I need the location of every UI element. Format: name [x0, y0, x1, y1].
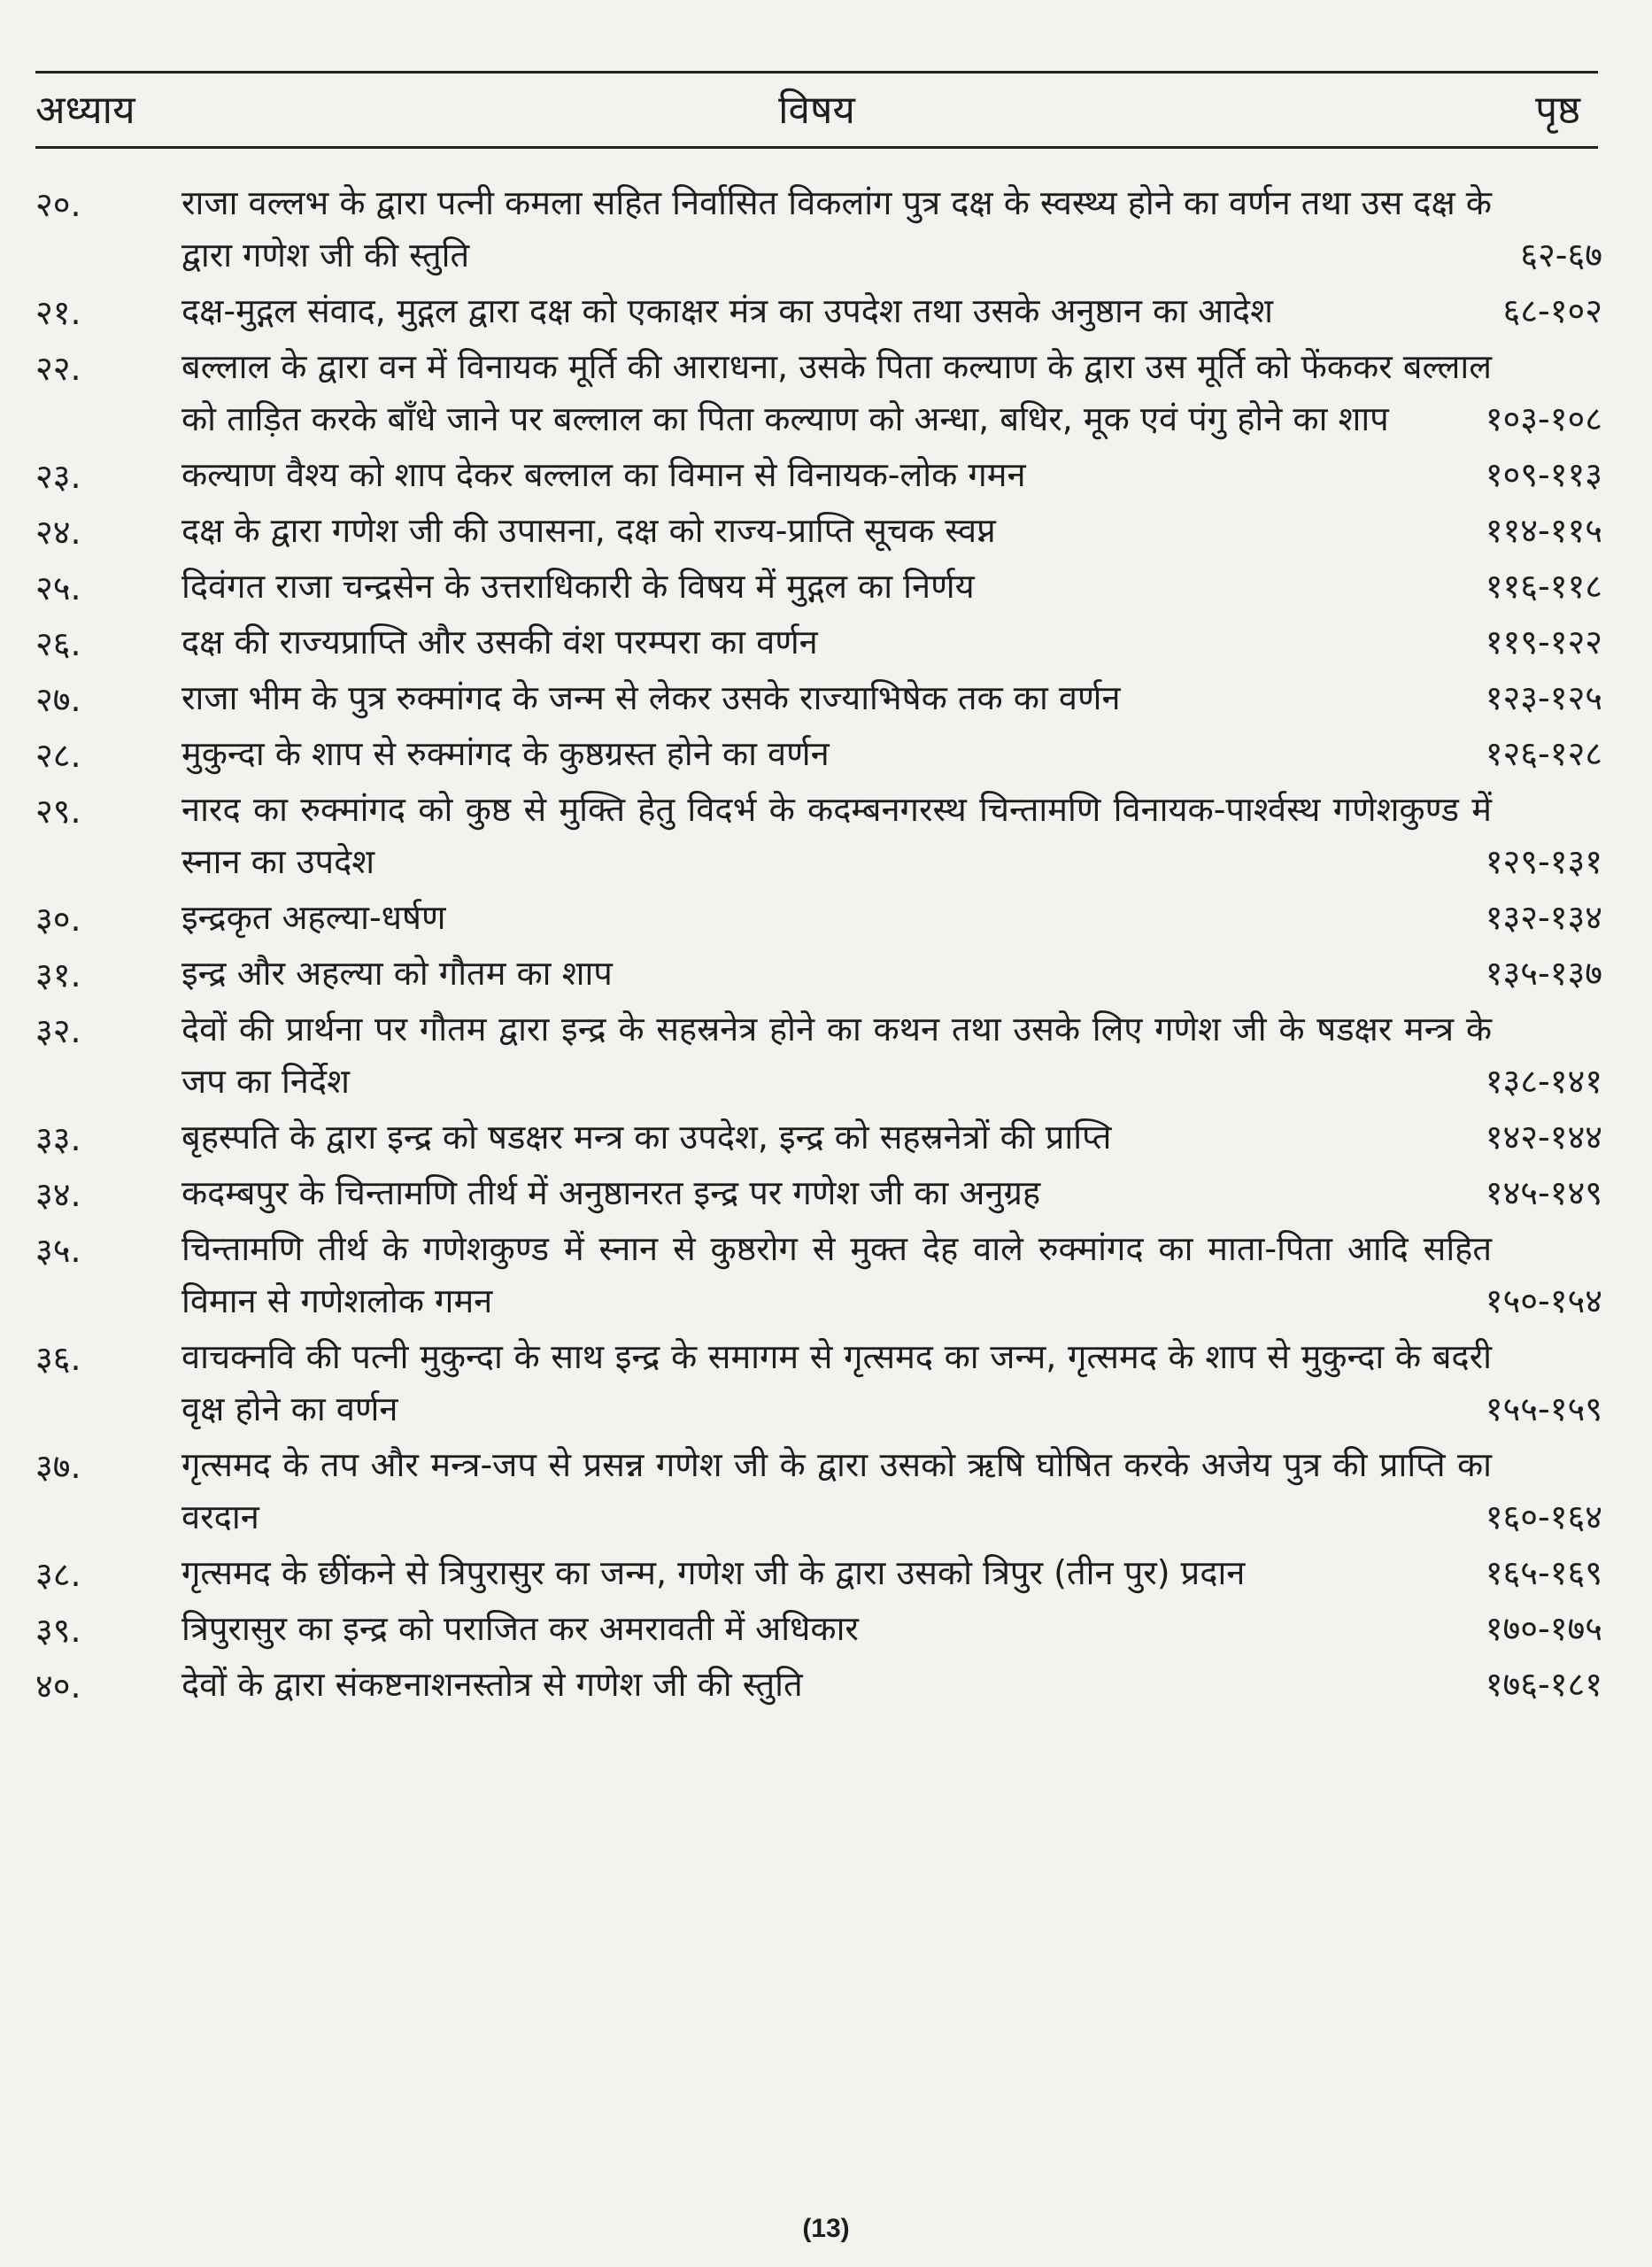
- toc-entry: [35, 1167, 1620, 1219]
- chapter-subject: कदम्बपुर के चिन्तामणि तीर्थ में अनुष्ठानरत इन्द्र पर गणेश जी का अनुग्रह: [181, 1173, 1041, 1212]
- chapter-number: ३२.: [35, 1011, 81, 1050]
- toc-entry: [35, 1223, 1620, 1327]
- page-range: १२३-१२५: [1485, 678, 1602, 717]
- page-range: १४२-१४४: [1485, 1118, 1602, 1157]
- page-range: १५५-१५९: [1485, 1389, 1602, 1428]
- page-range: १२९-१३१: [1485, 842, 1602, 881]
- chapter-number: ३०.: [35, 900, 81, 939]
- chapter-subject: राजा वल्लभ के द्वारा पत्नी कमला सहित निर्वासित विकलांग पुत्र दक्ष के स्वस्थ्य होने का वर्णन तथा उस दक्ष के द्वारा गणेश जी की स्तुति: [181, 183, 1492, 275]
- toc-entry: [35, 616, 1620, 669]
- chapter-number: २४.: [35, 513, 81, 552]
- chapter-number: ४०.: [35, 1667, 81, 1706]
- page-range: १६५-१६९: [1485, 1553, 1602, 1592]
- page-range: ११४-११५: [1485, 511, 1602, 550]
- chapter-number: २६.: [35, 624, 81, 663]
- page-range: १४५-१४९: [1485, 1173, 1602, 1212]
- toc-entry: [35, 449, 1620, 501]
- toc-entry: [35, 672, 1620, 724]
- chapter-subject: देवों की प्रार्थना पर गौतम द्वारा इन्द्र के सहस्रनेत्र होने का कथन तथा उसके लिए गणेश जी के षडक्षर मन्त्र के जप का निर्देश: [181, 1010, 1492, 1101]
- toc-entry: [35, 948, 1620, 1000]
- chapter-number: ३६.: [35, 1339, 81, 1378]
- page-range: १२६-१२८: [1485, 734, 1602, 773]
- toc-entry: [35, 1547, 1620, 1599]
- chapter-subject: राजा भीम के पुत्र रुक्मांगद के जन्म से लेकर उसके राज्याभिषेक तक का वर्णन: [181, 678, 1121, 717]
- chapter-number: २१.: [35, 293, 81, 332]
- chapter-number: २०.: [35, 185, 81, 224]
- toc-entry: [35, 285, 1620, 337]
- header-subject: विषय: [778, 88, 855, 133]
- toc-entry: [35, 1331, 1620, 1435]
- page-range: ६२-६७: [1520, 236, 1602, 275]
- toc-entry: [35, 505, 1620, 557]
- toc-entry: [35, 1003, 1620, 1108]
- top-rule: [35, 71, 1598, 74]
- chapter-subject: त्रिपुरासुर का इन्द्र को पराजित कर अमरावती में अधिकार: [181, 1609, 859, 1648]
- page-range: १६०-१६४: [1485, 1497, 1602, 1536]
- toc-entry: [35, 1439, 1620, 1544]
- chapter-number: २९.: [35, 792, 81, 831]
- chapter-number: ३१.: [35, 956, 81, 994]
- chapter-subject: इन्द्र और अहल्या को गौतम का शाप: [181, 954, 613, 993]
- toc-entry: [35, 1111, 1620, 1164]
- chapter-subject: दक्ष की राज्यप्राप्ति और उसकी वंश परम्परा का वर्णन: [181, 623, 818, 662]
- chapter-subject: दिवंगत राजा चन्द्रसेन के उत्तराधिकारी के विषय में मुद्गल का निर्णय: [181, 567, 975, 606]
- chapter-number: ३३.: [35, 1119, 81, 1158]
- page-range: १३८-१४१: [1485, 1062, 1602, 1101]
- toc-entry: [35, 341, 1620, 445]
- toc-entry: [35, 561, 1620, 613]
- header-rule: [35, 146, 1598, 149]
- chapter-number: २५.: [35, 569, 81, 607]
- chapter-number: २३.: [35, 457, 81, 496]
- page-range: १७६-१८१: [1485, 1665, 1602, 1704]
- chapter-number: २८.: [35, 736, 81, 775]
- page-range: ६८-१०२: [1502, 291, 1602, 330]
- page-range: १३२-१३४: [1485, 898, 1602, 937]
- table-of-contents: [35, 177, 1620, 1714]
- page-range: १३५-१३७: [1485, 954, 1602, 993]
- header-chapter: अध्याय: [35, 88, 135, 133]
- toc-entry: [35, 1603, 1620, 1655]
- chapter-subject: बल्लाल के द्वारा वन में विनायक मूर्ति की आराधना, उसके पिता कल्याण के द्वारा उस मूर्ति को फेंककर बल्लाल को ताड़ित करके बाँधे जाने पर बल्लाल का पिता कल्याण को अन्धा, बधिर, मूक एवं पंगु होने का शाप: [181, 347, 1492, 438]
- chapter-subject: वाचक्नवि की पत्नी मुकुन्दा के साथ इन्द्र के समागम से गृत्समद का जन्म, गृत्समद के शाप से मुकुन्दा के बदरी वृक्ष होने का वर्णन: [181, 1337, 1492, 1428]
- table-header: [35, 81, 1598, 140]
- toc-entry: [35, 177, 1620, 282]
- chapter-subject: चिन्तामणि तीर्थ के गणेशकुण्ड में स्नान से कुष्ठरोग से मुक्त देह वाले रुक्मांगद का माता-पिता आदि सहित विमान से गणेशलोक गमन: [181, 1229, 1492, 1320]
- toc-entry: [35, 1659, 1620, 1711]
- chapter-number: ३५.: [35, 1231, 81, 1270]
- page-range: ११९-१२२: [1485, 623, 1602, 662]
- chapter-subject: मुकुन्दा के शाप से रुक्मांगद के कुष्ठग्रस्त होने का वर्णन: [181, 734, 830, 773]
- chapter-subject: कल्याण वैश्य को शाप देकर बल्लाल का विमान से विनायक-लोक गमन: [181, 455, 1026, 494]
- chapter-number: ३९.: [35, 1611, 81, 1650]
- header-page: पृष्ठ: [1535, 88, 1580, 133]
- page-range: १५०-१५४: [1485, 1281, 1602, 1320]
- chapter-number: २७.: [35, 680, 81, 719]
- toc-entry: [35, 784, 1620, 888]
- chapter-subject: गृत्समद के तप और मन्त्र-जप से प्रसन्न गणेश जी के द्वारा उसको ऋषि घोषित करके अजेय पुत्र की प्राप्ति का वरदान: [181, 1445, 1492, 1536]
- chapter-number: २२.: [35, 349, 81, 388]
- page-range: १०३-१०८: [1485, 399, 1602, 438]
- page-range: ११६-११८: [1485, 567, 1602, 606]
- chapter-subject: इन्द्रकृत अहल्या-धर्षण: [181, 898, 446, 937]
- toc-entry: [35, 728, 1620, 780]
- chapter-subject: गृत्समद के छींकने से त्रिपुरासुर का जन्म, गणेश जी के द्वारा उसको त्रिपुर (तीन पुर) प्रदान: [181, 1553, 1246, 1592]
- chapter-subject: दक्ष के द्वारा गणेश जी की उपासना, दक्ष को राज्य-प्राप्ति सूचक स्वप्न: [181, 511, 996, 550]
- chapter-number: ३८.: [35, 1555, 81, 1594]
- page-range: १०९-११३: [1485, 455, 1602, 494]
- page-range: १७०-१७५: [1485, 1609, 1602, 1648]
- chapter-subject: देवों के द्वारा संकष्टनाशनस्तोत्र से गणेश जी की स्तुति: [181, 1665, 803, 1704]
- chapter-subject: नारद का रुक्मांगद को कुष्ठ से मुक्ति हेतु विदर्भ के कदम्बनगरस्थ चिन्तामणि विनायक-पार्श्वस्थ गणेशकुण्ड में स्नान का उपदेश: [181, 790, 1492, 881]
- toc-entry: [35, 892, 1620, 944]
- chapter-number: ३७.: [35, 1447, 81, 1486]
- chapter-subject: बृहस्पति के द्वारा इन्द्र को षडक्षर मन्त्र का उपदेश, इन्द्र को सहस्रनेत्रों की प्राप्ति: [181, 1118, 1112, 1157]
- page-number: (13): [802, 2214, 850, 2243]
- chapter-subject: दक्ष-मुद्गल संवाद, मुद्गल द्वारा दक्ष को एकाक्षर मंत्र का उपदेश तथा उसके अनुष्ठान का आदेश: [181, 291, 1273, 330]
- chapter-number: ३४.: [35, 1175, 81, 1214]
